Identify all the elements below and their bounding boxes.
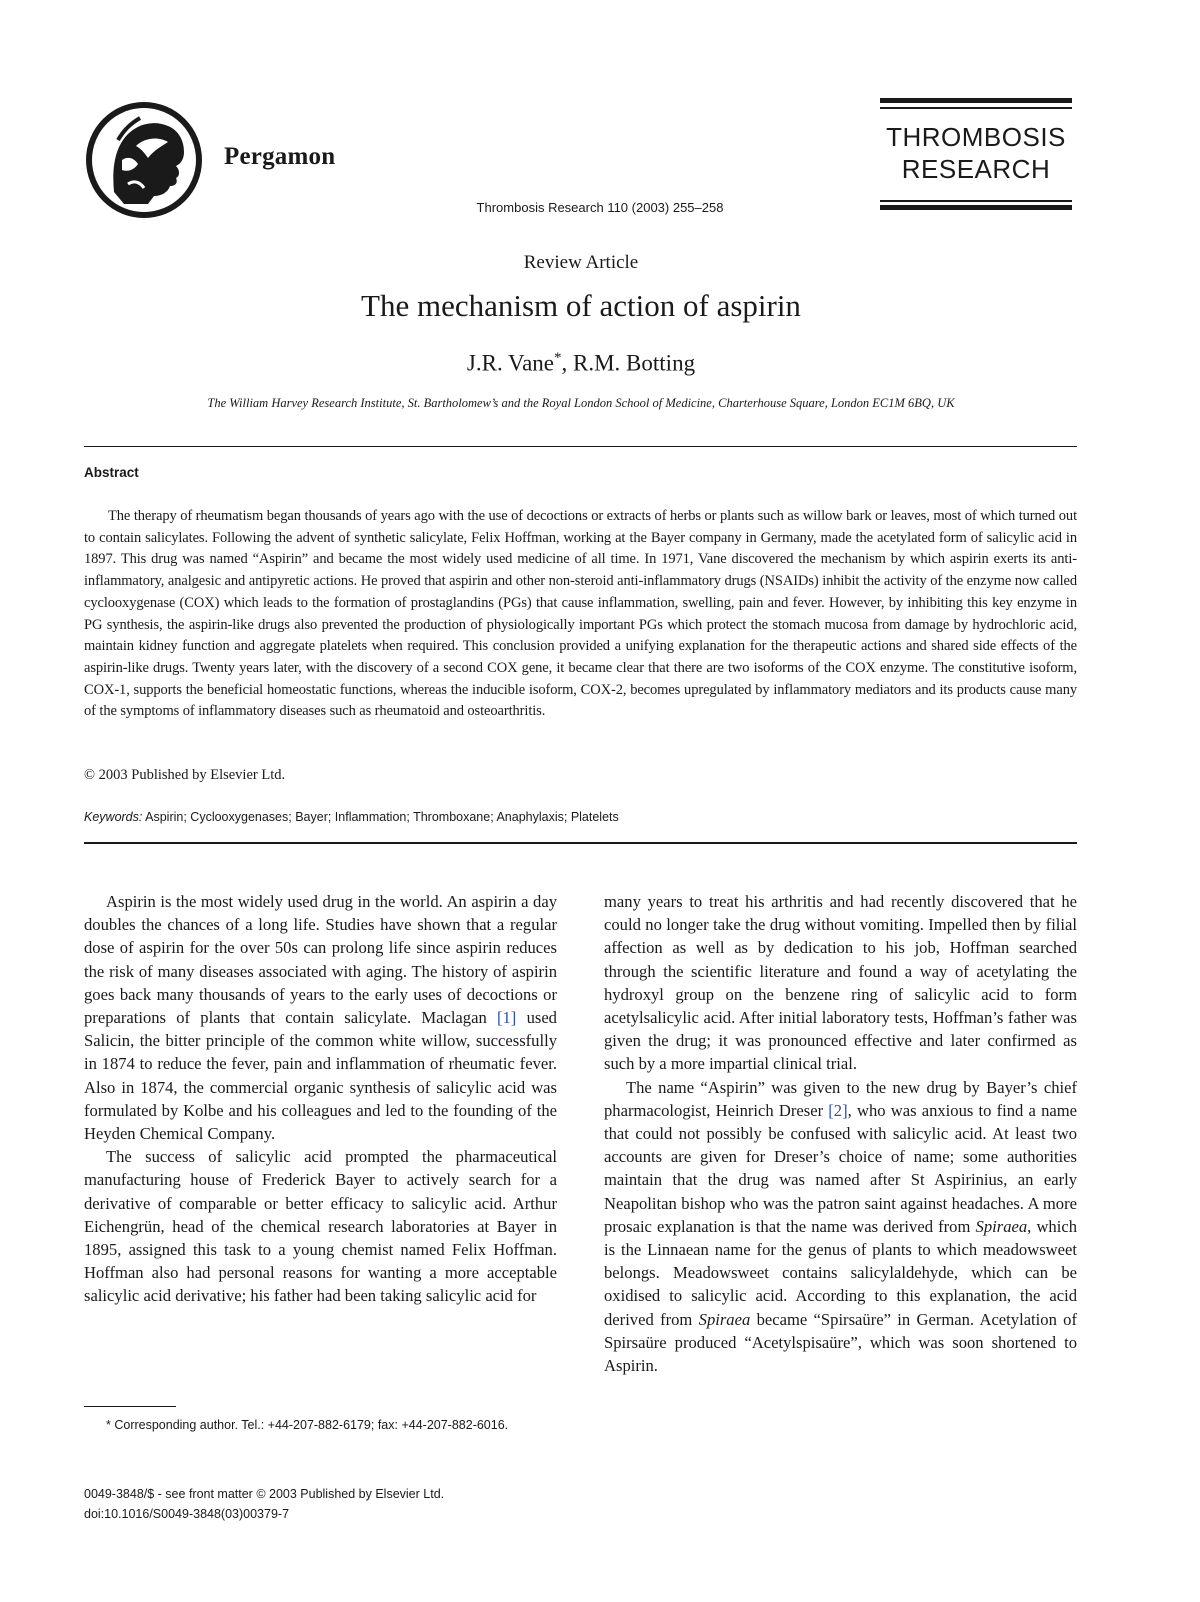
body-column-right bbox=[604, 890, 1077, 1377]
masthead-rule-top-thin bbox=[880, 107, 1072, 109]
reference-link-2[interactable]: [2] bbox=[828, 1100, 848, 1120]
front-matter bbox=[84, 1484, 444, 1524]
abstract-rule-bottom bbox=[84, 842, 1077, 844]
publisher-name: Pergamon bbox=[224, 143, 336, 170]
doi-line: doi:10.1016/S0049-3848(03)00379-7 bbox=[84, 1507, 290, 1521]
body-paragraph: many years to treat his arthritis and had recently discovered that he could no longer take the drug without vomiting. Impelled then by filial affection as well as by dedication to his job, Hoffman searched through the scientific literature and found a way of acetylating the hydroxyl group on the benzene ring of salicylic acid to form acetylsalicylic acid. After initial laboratory tests, Hoffman’s father was given the drug; it was pronounced effective and later confirmed as such by a more impartial clinical trial. bbox=[604, 892, 1077, 1074]
genus-name: Spiraea bbox=[975, 1216, 1028, 1236]
body-paragraph bbox=[604, 1076, 1077, 1378]
corresponding-author-footnote: * Corresponding author. Tel.: +44-207-882-6179; fax: +44-207-882-6016. bbox=[106, 1418, 509, 1432]
abstract-text: The therapy of rheumatism began thousands of years ago with the use of decoctions or extracts of herbs or plants such as willow bark or leaves, most of which turned out to contain salicylates. Following the advent of synthetic salicylate, Felix Hoffman, working at the Bayer company in Germany, made the acetylated form of salicylic acid in 1897. This drug was named “Aspirin” and became the most widely used medicine of all time. In 1971, Vane discovered the mechanism by which aspirin exerts its anti-inflammatory, analgesic and antipyretic actions. He proved that aspirin and other non-steroid anti-inflammatory drugs (NSAIDs) inhibit the activity of the enzyme now called cyclooxygenase (COX) which leads to the formation of prostaglandins (PGs) that cause inflammation, swelling, pain and fever. However, by inhibiting this key enzyme in PG synthesis, the aspirin-like drugs also prevented the production of physiologically important PGs which protect the stomach mucosa from damage by hydrochloric acid, maintain kidney function and aggregate platelets when required. This conclusion provided a unifying explanation for the therapeutic actions and shared side effects of the aspirin-like drugs. Twenty years later, with the discovery of a second COX gene, it became clear that there are two isoforms of the COX enzyme. The constitutive isoform, COX-1, supports the beneficial homeostatic functions, whereas the inducible isoform, COX-2, becomes upregulated by inflammatory mediators and its products cause many of the symptoms of inflammatory diseases such as rheumatoid and osteoarthritis. bbox=[84, 508, 1077, 720]
abstract-heading: Abstract bbox=[84, 465, 139, 480]
keywords-list: Aspirin; Cyclooxygenases; Bayer; Inflammation; Thromboxane; Anaphylaxis; Platelets bbox=[142, 810, 619, 824]
body-column-left bbox=[84, 890, 557, 1308]
abstract-rule-top bbox=[84, 446, 1077, 447]
issn-line: 0049-3848/$ - see front matter © 2003 Published by Elsevier Ltd. bbox=[84, 1487, 445, 1501]
body-paragraph: The success of salicylic acid prompted the pharmaceutical manufacturing house of Frederick Bayer to actively search for a derivative of comparable or better efficacy to salicylic acid. Arthur Eichengrün, head of the chemical research laboratories at Bayer in 1895, assigned this task to a young chemist named Felix Hoffman. Hoffman also had personal reasons for wanting a more acceptable salicylic acid derivative; his father had been taking salicylic acid for bbox=[84, 1147, 557, 1306]
abstract-copyright: © 2003 Published by Elsevier Ltd. bbox=[84, 767, 286, 783]
body-text: Aspirin is the most widely used drug in the world. An aspirin a day doubles the chances of a long life. Studies have shown that a regular dose of aspirin for the over 50s can prolong life since aspirin reduces the risk of many diseases associated with aging. The history of aspirin goes back many thousands of years to the early uses of decoctions or preparations of plants that contain salicylate. Maclagan bbox=[84, 892, 557, 1028]
keywords bbox=[84, 810, 619, 824]
author-list bbox=[0, 350, 1162, 377]
body-text: , which is the Linnaean name for the genus of plants to which meadowsweet belongs. Meadowsweet contains salicylaldehyde, which can be oxidised to salicylic acid. According to this explanation, the acid derived from bbox=[604, 1216, 1077, 1329]
body-text: The name “Aspirin” was given to the new drug by Bayer’s chief pharmacologist, Heinrich Dreser bbox=[604, 1077, 1077, 1120]
reference-link-1[interactable]: [1] bbox=[496, 1008, 517, 1028]
article-type: Review Article bbox=[523, 252, 639, 273]
journal-citation: Thrombosis Research 110 (2003) 255–258 bbox=[476, 200, 724, 215]
body-paragraph bbox=[84, 890, 557, 1145]
masthead-rule-top bbox=[880, 98, 1072, 103]
body-text: used Salicin, the bitter principle of the common white willow, successfully in 1874 to reduce the fever, pain and inflammation of rheumatic fever. Also in 1874, the commercial organic synthesis of salicylic acid was formulated by Kolbe and his colleagues and led to the founding of the Heyden Chemical Company. bbox=[84, 1008, 557, 1144]
journal-name-line1: THROMBOSIS bbox=[886, 122, 1066, 152]
article-title: The mechanism of action of aspirin bbox=[361, 288, 801, 323]
author-botting: , R.M. Botting bbox=[561, 350, 696, 376]
genus-name: Spiraea bbox=[698, 1309, 751, 1329]
journal-name-line2: RESEARCH bbox=[901, 154, 1051, 184]
body-text: , who was anxious to find a name that could not possibly be confused with salicylic acid. At least two accounts are given for Dreser’s choice of name; some authorities maintain that the drug was named after St Aspirinius, an early Neapolitan bishop who was the patron saint against headaches. A more prosaic explanation is that the name was derived from bbox=[604, 1100, 1077, 1236]
author-vane: J.R. Vane bbox=[466, 350, 555, 376]
corresponding-author-mark: * bbox=[554, 350, 562, 366]
keywords-label: Keywords: bbox=[84, 810, 143, 824]
journal-masthead bbox=[880, 98, 1072, 216]
body-text: became “Spirsaüre” in German. Acetylation of Spirsaüre produced “Acetylspisaüre”, which was soon shortened to Aspirin. bbox=[604, 1309, 1078, 1376]
affiliation: The William Harvey Research Institute, St. Bartholomew’s and the Royal London School of Medicine, Charterhouse Square, London EC1M 6BQ, UK bbox=[207, 396, 955, 410]
footnote-rule bbox=[84, 1406, 176, 1407]
